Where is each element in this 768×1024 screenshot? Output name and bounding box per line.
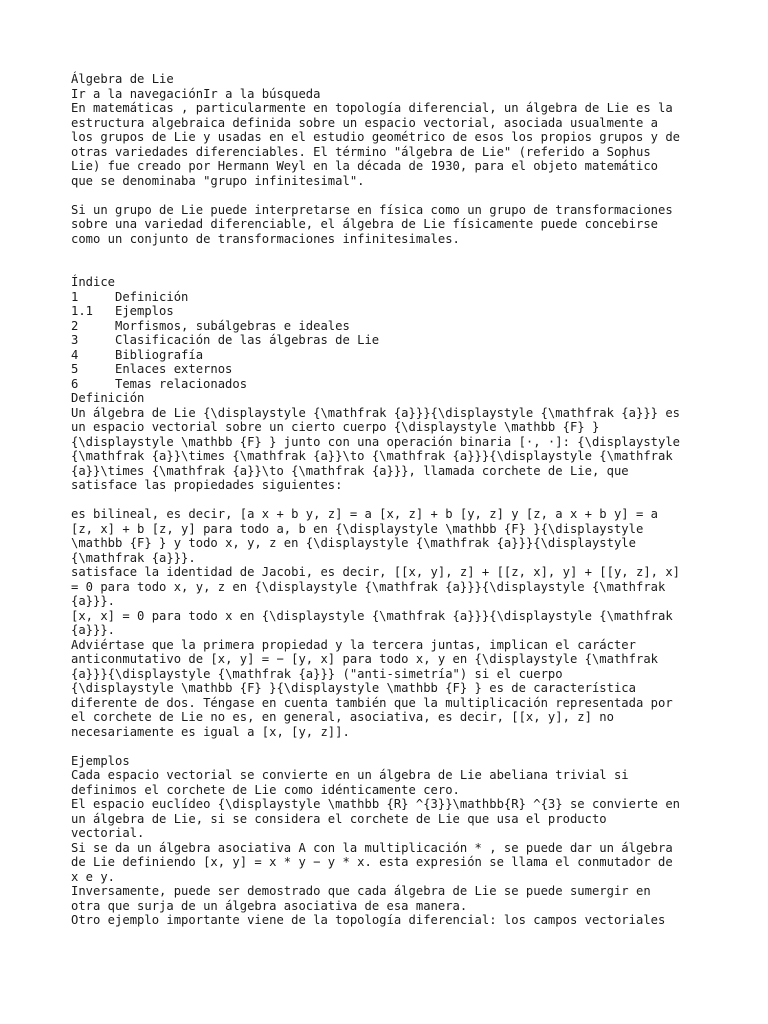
text-line: {\displaystyle \mathbb {F} } junto con una operación binaria [·, ·]: {\displaystyle [71, 434, 681, 449]
text-line: [x, x] = 0 para todo x en {\displaystyle {\mathfrak {a}}}{\displaystyle {\mathfrak [71, 608, 673, 623]
text-line: como un conjunto de transformaciones infinitesimales. [71, 231, 460, 246]
toc-label: Clasificación de las álgebras de Lie [115, 333, 380, 347]
text-line: Inversamente, puede ser demostrado que cada álgebra de Lie se puede sumergir en [71, 884, 651, 898]
navigation-links[interactable]: Ir a la navegaciónIr a la búsqueda [71, 86, 321, 101]
text-line: anticonmutativo de [x, y] = − [y, x] para todo x, y en {\displaystyle {\mathfrak [71, 652, 658, 666]
section-definicion [71, 391, 728, 739]
text-line: Lie) fue creado por Hermann Weyl en la década de 1930, para el objeto matemático [71, 159, 658, 173]
text-line: de Lie definiendo [x, y] = x * y − y * x. esta expresión se llama el conmutador de [71, 855, 673, 869]
table-of-contents [71, 275, 728, 391]
toc-number: 3 [71, 333, 79, 347]
text-line: que se denominaba "grupo infinitesimal". [71, 173, 365, 188]
toc-item[interactable] [71, 362, 728, 377]
toc-number: 1.1 [71, 304, 94, 318]
text-line: Un álgebra de Lie {\displaystyle {\mathfrak {a}}}{\displaystyle {\mathfrak {a}}} es [71, 405, 681, 420]
toc-number: 5 [71, 362, 79, 376]
spacer [71, 493, 728, 508]
text-line: un espacio vectorial sobre un cierto cuerpo {\displaystyle \mathbb {F} } [71, 420, 600, 434]
toc-label: Temas relacionados [115, 376, 248, 391]
toc-label: Definición [115, 289, 189, 304]
text-line: Adviértase que la primera propiedad y la tercera juntas, implican el carácter [71, 637, 636, 652]
text-line: {\displaystyle \mathbb {F} }{\displaystyle \mathbb {F} } es de característica [71, 681, 636, 695]
text-line: diferente de dos. Téngase en cuenta también que la multiplicación representada por [71, 695, 673, 710]
text-line: el corchete de Lie no es, en general, asociativa, es decir, [[x, y], z] no [71, 710, 614, 724]
toc-label: Morfismos, subálgebras e ideales [115, 318, 350, 333]
toc-number: 2 [71, 318, 79, 333]
text-line: = 0 para todo x, y, z en {\displaystyle {\mathfrak {a}}}{\displaystyle {\mathfrak [71, 579, 666, 594]
text-line: Otro ejemplo importante viene de la topología diferencial: los campos vectoriales [71, 913, 666, 927]
text-line: otras variedades diferenciables. El término "álgebra de Lie" (referido a Sophus [71, 144, 651, 159]
text-line: satisface la identidad de Jacobi, es decir, [[x, y], z] + [[z, x], y] + [[y, z], x] [71, 565, 681, 579]
text-line: x e y. [71, 869, 116, 884]
toc-heading: Índice [71, 275, 116, 289]
text-line: Si un grupo de Lie puede interpretarse en física como un grupo de transformaciones [71, 202, 673, 217]
toc-number: 6 [71, 376, 79, 391]
spacer [71, 739, 728, 754]
toc-label: Enlaces externos [115, 362, 233, 376]
spacer [71, 246, 728, 275]
text-line: Si se da un álgebra asociativa A con la multiplicación * , se puede dar un álgebra [71, 840, 673, 855]
text-line: {\mathfrak {a}}\times {\mathfrak {a}}\to {\mathfrak {a}}}{\displaystyle {\mathfrak [71, 449, 673, 463]
toc-item[interactable] [71, 377, 728, 392]
text-line: satisface las propiedades siguientes: [71, 478, 343, 492]
intro-paragraph-2 [71, 203, 728, 247]
text-line: {a}}}. [71, 623, 116, 637]
text-line: Cada espacio vectorial se convierte en un álgebra de Lie abeliana trivial si [71, 768, 629, 782]
section-ejemplos [71, 754, 728, 928]
spacer [71, 188, 728, 203]
toc-item[interactable] [71, 333, 728, 348]
toc-number: 1 [71, 289, 79, 304]
text-line: {a}}}. [71, 594, 116, 608]
section-heading: Ejemplos [71, 753, 130, 768]
text-line: otra que surja de un álgebra asociativa de esa manera. [71, 898, 468, 913]
text-line: un álgebra de Lie, si se considera el corchete de Lie que usa el producto [71, 811, 607, 826]
toc-number: 4 [71, 347, 79, 362]
text-line: [z, x] + b [z, y] para todo a, b en {\displaystyle \mathbb {F} }{\displaystyle [71, 521, 644, 536]
text-line: {a}}}{\displaystyle {\mathfrak {a}}} ("anti-simetría") si el cuerpo [71, 666, 563, 681]
text-line: sobre una variedad diferenciable, el álgebra de Lie físicamente puede concebirse [71, 217, 658, 231]
text-line: estructura algebraica definida sobre un espacio vectorial, asociada usualmente a [71, 115, 658, 130]
toc-label: Ejemplos [115, 304, 174, 318]
toc-item[interactable] [71, 304, 728, 319]
toc-label: Bibliografía [115, 347, 204, 362]
text-line: \mathbb {F} } y todo x, y, z en {\displaystyle {\mathfrak {a}}}{\displaystyle [71, 536, 636, 550]
text-line: En matemáticas , particularmente en topología diferencial, un álgebra de Lie es la [71, 101, 673, 115]
text-line: definimos el corchete de Lie como idénticamente cero. [71, 782, 460, 797]
text-line: es bilineal, es decir, [a x + b y, z] = a [x, z] + b [y, z] y [z, a x + b y] = a [71, 507, 658, 521]
text-line: El espacio euclídeo {\displaystyle \mathbb {R} ^{3}}\mathbb{R} ^{3} se convierte en [71, 797, 681, 811]
toc-item[interactable] [71, 290, 728, 305]
page-title: Álgebra de Lie [71, 72, 174, 86]
text-line: vectorial. [71, 826, 145, 840]
text-line: {\mathfrak {a}}}. [71, 550, 196, 565]
text-line: necesariamente es igual a [x, [y, z]]. [71, 724, 350, 739]
toc-item[interactable] [71, 319, 728, 334]
toc-item[interactable] [71, 348, 728, 363]
text-line: {a}}\times {\mathfrak {a}}\to {\mathfrak {a}}}, llamada corchete de Lie, que [71, 463, 629, 478]
section-heading: Definición [71, 391, 145, 405]
text-line: los grupos de Lie y usadas en el estudio geométrico de esos los propios grupos y de [71, 130, 681, 144]
intro-paragraph-1 [71, 101, 728, 188]
